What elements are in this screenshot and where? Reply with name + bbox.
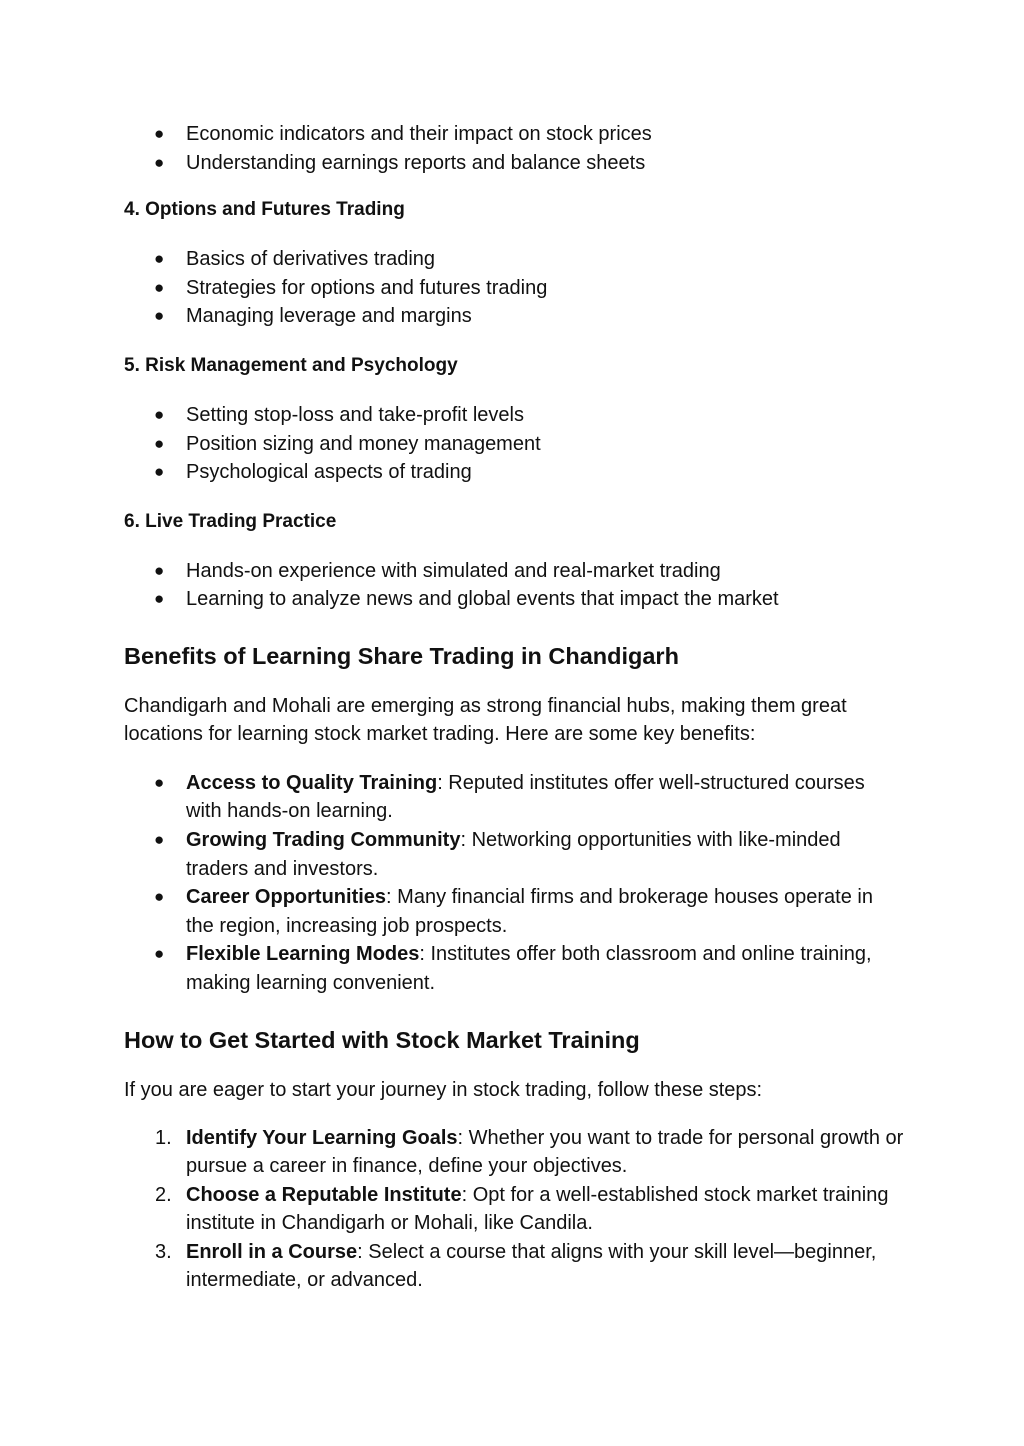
benefit-term: Career Opportunities (186, 886, 387, 909)
list-item-text: Strategies for options and futures trading (186, 276, 548, 299)
list-item (124, 769, 904, 826)
step-number: 3. (155, 1240, 172, 1263)
list-item (124, 274, 904, 303)
list-item (124, 149, 904, 178)
list-item-text: Learning to analyze news and global events that impact the market (186, 588, 779, 611)
bullet-icon: ● (154, 829, 165, 849)
list-item-text: Basics of derivatives trading (186, 248, 436, 271)
step-text: : Opt for a well-established stock market training institute in Chandigarh or Mohali, like Candila. (186, 1183, 889, 1235)
bullet-list-risk-management (124, 401, 904, 487)
step-text: : Whether you want to trade for personal growth or pursue a career in finance, define your objectives. (186, 1126, 904, 1178)
get-started-heading: How to Get Started with Stock Market Training (124, 1026, 640, 1053)
bullet-icon: ● (154, 772, 165, 792)
list-item (124, 401, 904, 430)
list-item-text: Psychological aspects of trading (186, 461, 472, 484)
list-item (124, 245, 904, 274)
list-item-text: Understanding earnings reports and balance sheets (186, 151, 646, 174)
benefit-text: : Institutes offer both classroom and online training, making learning convenient. (186, 943, 872, 994)
benefit-term: Flexible Learning Modes (186, 943, 420, 966)
step-term: Enroll in a Course (186, 1240, 358, 1263)
bullet-icon: ● (154, 306, 165, 326)
benefit-term: Growing Trading Community (186, 828, 461, 851)
get-started-intro: If you are eager to start your journey in stock trading, follow these steps: (124, 1078, 763, 1101)
benefit-text: : Networking opportunities with like-minded traders and investors. (186, 828, 841, 880)
benefit-term: Access to Quality Training (186, 771, 438, 794)
list-item (124, 940, 904, 997)
bullet-icon: ● (154, 152, 165, 172)
list-item (124, 120, 904, 149)
step-text: : Select a course that aligns with your skill level—beginner, intermediate, or advanced. (186, 1240, 877, 1291)
list-item (124, 585, 904, 614)
bullet-icon: ● (154, 887, 165, 907)
list-item (124, 430, 904, 459)
bullet-icon: ● (154, 462, 165, 482)
bullet-icon: ● (154, 944, 165, 964)
bullet-list-indicators (124, 120, 904, 177)
list-item (124, 1181, 904, 1238)
section-heading-options-futures: 4. Options and Futures Trading (124, 199, 405, 221)
bullet-icon: ● (154, 560, 165, 580)
get-started-steps (124, 1124, 904, 1294)
bullet-icon: ● (154, 277, 165, 297)
benefits-heading: Benefits of Learning Share Trading in Chandigarh (124, 642, 679, 669)
list-item-text: Hands-on experience with simulated and real-market trading (186, 559, 721, 582)
list-item (124, 826, 904, 883)
bullet-icon: ● (154, 589, 165, 609)
list-item (124, 883, 904, 940)
bullet-list-options-futures (124, 245, 904, 331)
list-item (124, 1238, 904, 1295)
section-heading-live-trading: 6. Live Trading Practice (124, 510, 337, 532)
list-item-text: Managing leverage and margins (186, 305, 472, 328)
list-item (124, 1124, 904, 1181)
bullet-icon: ● (154, 404, 165, 424)
bullet-icon: ● (154, 124, 165, 143)
document-page (124, 120, 904, 1294)
list-item (124, 557, 904, 586)
list-item-text: Setting stop-loss and take-profit levels (186, 403, 524, 426)
step-number: 1. (155, 1126, 172, 1149)
list-item-text: Economic indicators and their impact on stock prices (186, 123, 652, 145)
step-term: Identify Your Learning Goals (186, 1126, 458, 1149)
benefit-text: : Reputed institutes offer well-structured courses with hands-on learning. (186, 771, 865, 823)
benefit-text: : Many financial firms and brokerage houses operate in the region, increasing job prospects. (186, 886, 873, 937)
step-term: Choose a Reputable Institute (186, 1183, 462, 1206)
list-item (124, 458, 904, 487)
list-item-text: Position sizing and money management (186, 432, 541, 455)
bullet-icon: ● (154, 433, 165, 453)
benefits-intro: Chandigarh and Mohali are emerging as strong financial hubs, making them great locations for learning stock market trading. Here are some key benefits: (124, 694, 847, 746)
section-heading-risk-management: 5. Risk Management and Psychology (124, 354, 458, 376)
bullet-list-live-trading (124, 557, 904, 614)
step-number: 2. (155, 1183, 172, 1206)
list-item (124, 302, 904, 331)
bullet-icon: ● (154, 249, 165, 269)
benefits-list (124, 769, 904, 998)
